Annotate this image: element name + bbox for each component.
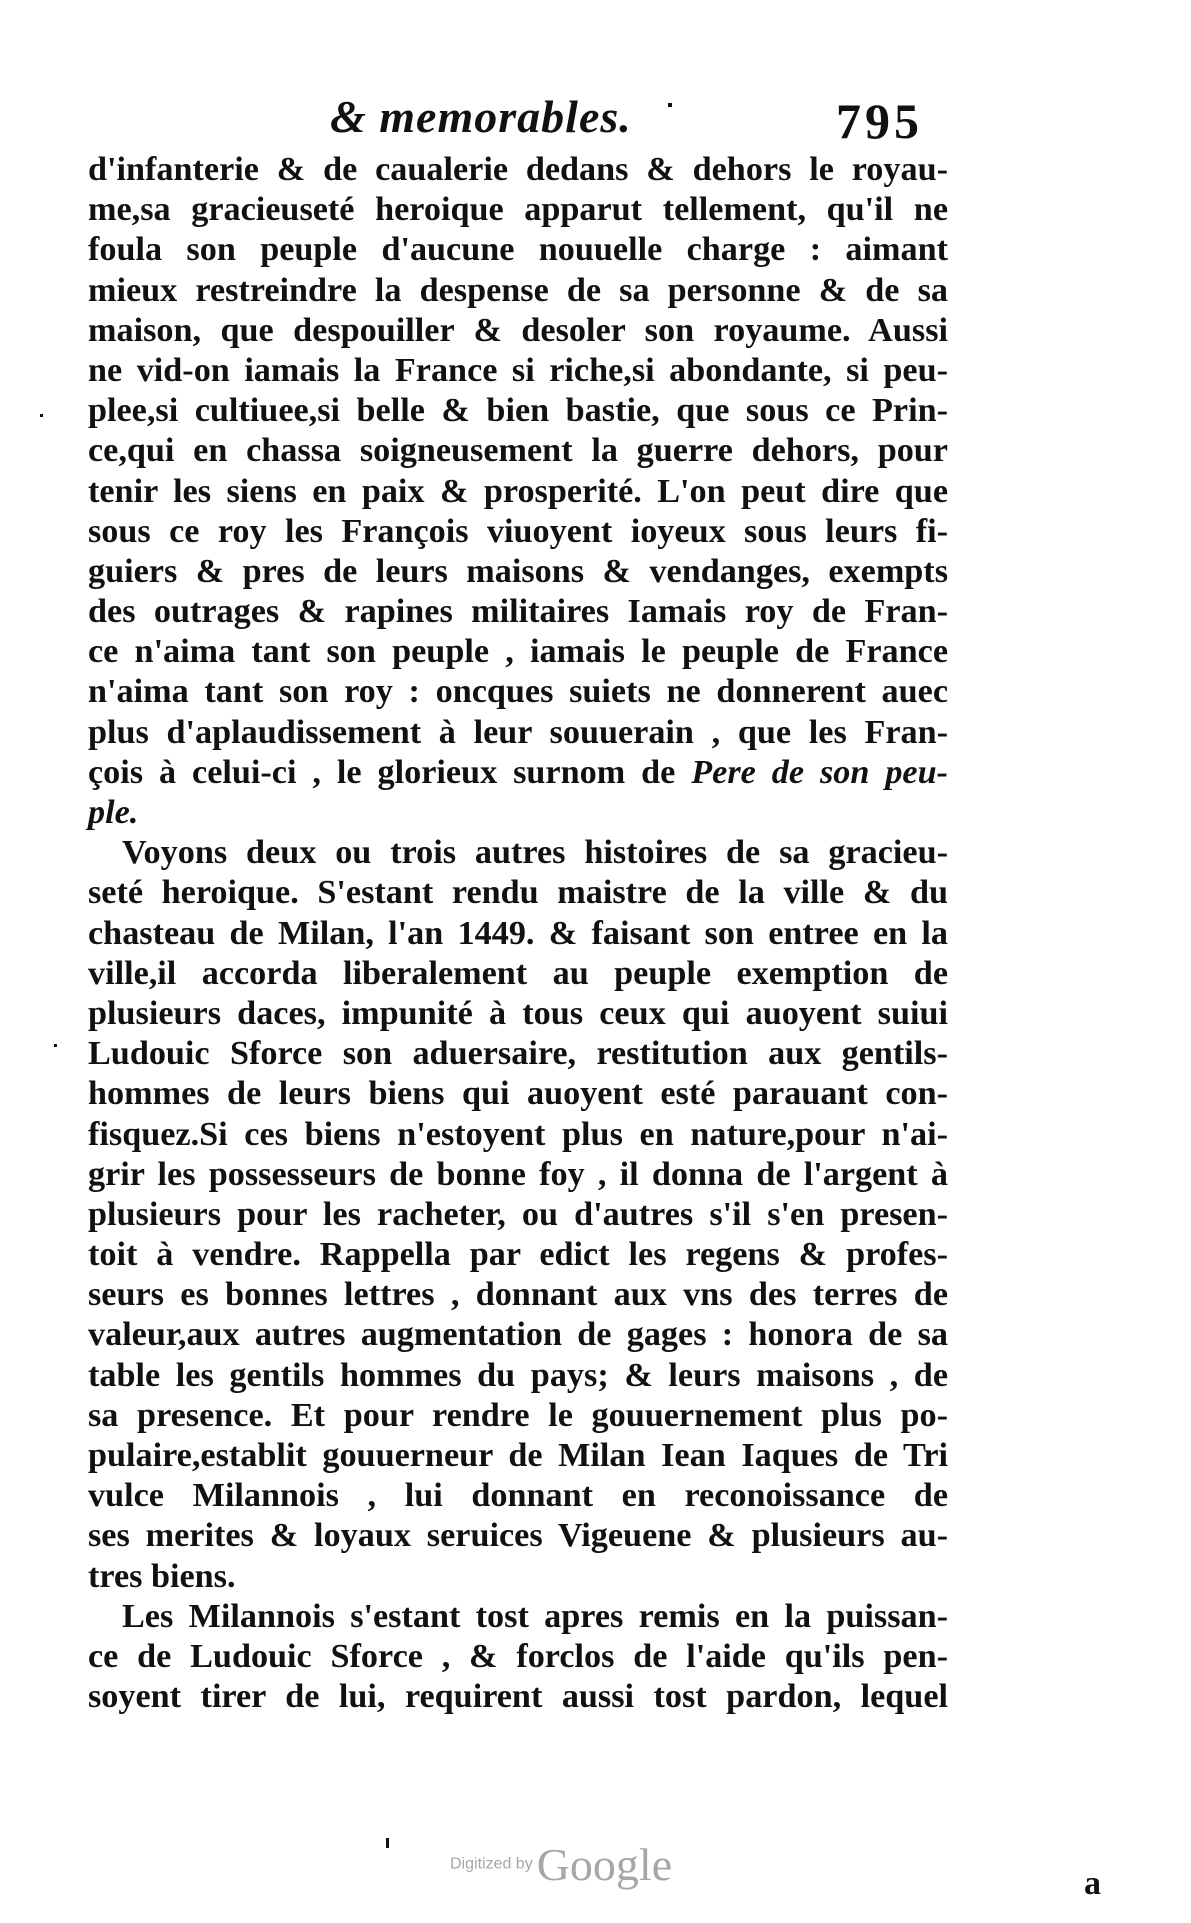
watermark-prefix: Digitized by [450, 1855, 533, 1873]
text-line: chasteau de Milan, l'an 1449. & faisant son entree en la [88, 914, 948, 952]
running-title: & memorables. [330, 91, 632, 142]
body-text [88, 150, 948, 1717]
text-line: ce n'aima tant son peuple , iamais le peuple de France [88, 633, 948, 671]
text-line: des outrages & rapines militaires Iamais roy de Fran- [88, 593, 948, 631]
italic-phrase: ple. [88, 794, 139, 831]
text-line-indented: Les Milannois s'estant tost apres remis en la puissan- [122, 1597, 948, 1635]
text-line: Ludouic Sforce son aduersaire, restitution aux gentils- [88, 1035, 948, 1073]
italic-phrase: Pere de son peu- [691, 753, 948, 791]
text-line: plusieurs daces, impunité à tous ceux qui auoyent suiui [88, 994, 948, 1032]
text-line: ne vid-on iamais la France si riche,si abondante, si peu- [88, 351, 948, 389]
text-line: maison, que despouiller & desoler son royaume. Aussi [88, 311, 948, 349]
text-line: table les gentils hommes du pays; & leurs maisons , de [88, 1356, 948, 1394]
signature-mark: a [1084, 1865, 1101, 1902]
text-line: seurs es bonnes lettres , donnant aux vns des terres de [88, 1276, 948, 1314]
scan-speck [668, 103, 672, 107]
text-line: vulce Milannois , lui donnant en reconoissance de [88, 1477, 948, 1515]
text-line-indented: Voyons deux ou trois autres histoires de sa gracieu- [122, 834, 948, 872]
text-line: valeur,aux autres augmentation de gages : honora de sa [88, 1316, 948, 1354]
text-line: mieux restreindre la despense de sa personne & de sa [88, 271, 948, 309]
text-line: guiers & pres de leurs maisons & vendanges, exempts [88, 552, 948, 590]
text-line: tenir les siens en paix & prosperité. L'on peut dire que [88, 472, 948, 510]
text-line: grir les possesseurs de bonne foy , il donna de l'argent à [88, 1155, 948, 1193]
page-number: 795 [836, 93, 923, 149]
text-line: foula son peuple d'aucune nouuelle charge : aimant [88, 231, 948, 269]
text-line: ce de Ludouic Sforce , & forclos de l'aide qu'ils pen- [88, 1637, 948, 1675]
text-line-last: tres biens. [88, 1557, 236, 1595]
text-line: plusieurs pour les racheter, ou d'autres s'il s'en presen- [88, 1195, 948, 1233]
text-line: seté heroique. S'estant rendu maistre de la ville & du [88, 874, 948, 912]
text-line: d'infanterie & de caualerie dedans & dehors le royau- [88, 151, 948, 188]
text-line: ce,qui en chassa soigneusement la guerre dehors, pour [88, 432, 948, 470]
text-line: soyent tirer de lui, requirent aussi tost pardon, lequel [88, 1678, 948, 1716]
scan-speck [54, 1044, 57, 1047]
text-line: plus d'aplaudissement à leur souuerain , que les Fran- [88, 713, 948, 751]
text-line: sous ce roy les François viuoyent ioyeux sous leurs fi- [88, 512, 948, 550]
scan-speck [40, 414, 43, 417]
text-line: toit à vendre. Rappella par edict les regens & profes- [88, 1236, 948, 1274]
text-line: ville,il accorda liberalement au peuple exemption de [88, 954, 948, 992]
text-line: plee,si cultiuee,si belle & bien bastie, que sous ce Prin- [88, 392, 948, 430]
text-fragment: çois à celui-ci , le glorieux surnom de [88, 753, 676, 791]
text-line: me,sa gracieuseté heroique apparut tellement, qu'il ne [88, 191, 948, 229]
text-line: n'aima tant son roy : oncques suiets ne donnerent auec [88, 673, 948, 711]
watermark-brand: Google [536, 1839, 673, 1890]
text-line: ses merites & loyaux seruices Vigeuene & plusieurs au- [88, 1517, 948, 1555]
digitization-watermark [450, 1838, 672, 1891]
text-line: fisquez.Si ces biens n'estoyent plus en nature,pour n'ai- [88, 1115, 948, 1153]
text-line-last [88, 793, 948, 833]
text-line: sa presence. Et pour rendre le gouuernement plus po- [88, 1396, 948, 1434]
text-line-with-italic [88, 753, 948, 793]
scan-speck [386, 1838, 389, 1848]
text-line: hommes de leurs biens qui auoyent esté parauant con- [88, 1075, 948, 1113]
text-line: pulaire,establit gouuerneur de Milan Iean Iaques de Tri [88, 1437, 948, 1474]
